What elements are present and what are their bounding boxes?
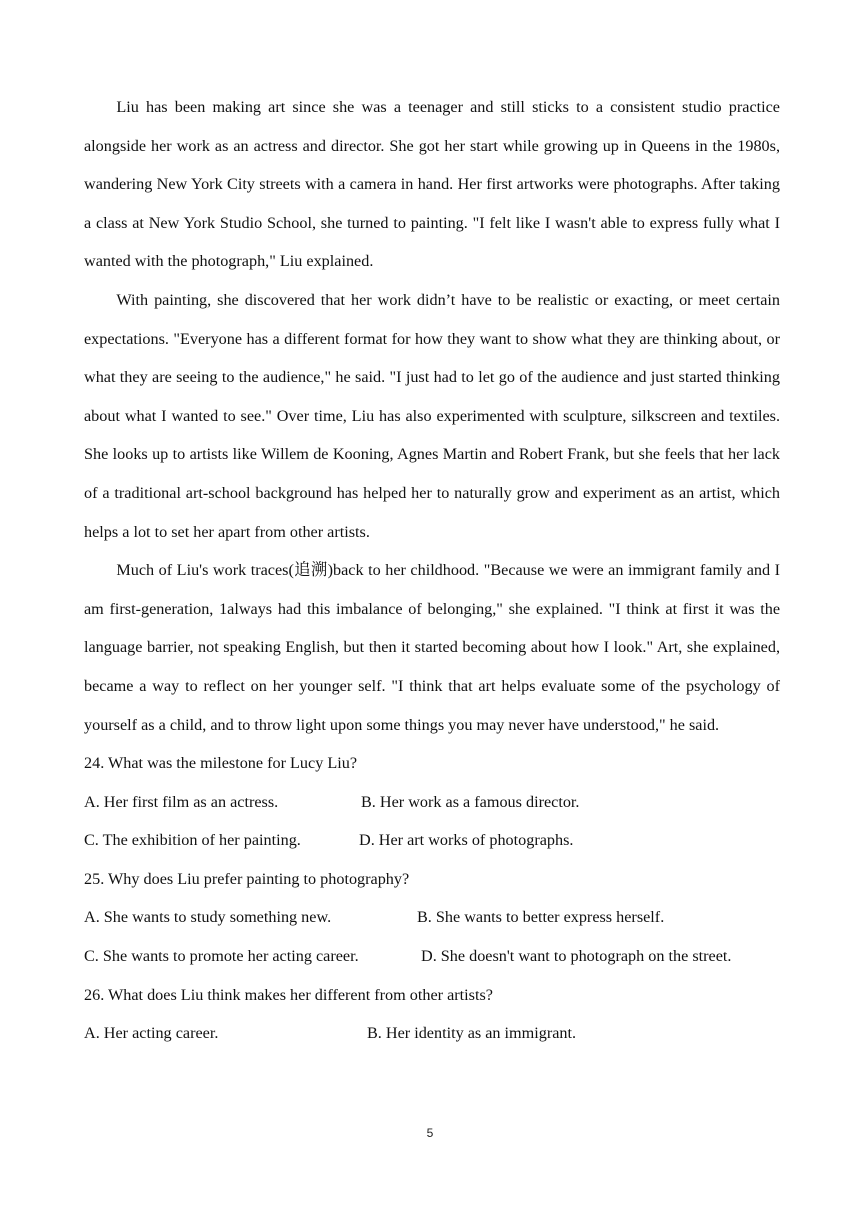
- passage-paragraph-3: Much of Liu's work traces(追溯)back to her childhood. "Because we were an immigrant family and I am first-generation, 1always had this imbalance of belonging," she explained. "I think at first it was the language barrier, not speaking English, but then it started becoming about how I look." Art, she explained, became a way to reflect on her younger self. "I think that art helps evaluate some of the psychology of yourself as a child, and to throw light upon some things you may never have understood," he said.: [84, 561, 780, 734]
- option-d: D. She doesn't want to photograph on the street.: [421, 947, 732, 966]
- question-26: [84, 976, 780, 1053]
- option-a: A. Her acting career.: [84, 1024, 219, 1043]
- passage-paragraph-2: With painting, she discovered that her work didn’t have to be realistic or exacting, or meet certain expectations. "Everyone has a different format for how they want to show what they are thinking about, or what they are seeing to the audience," he said. "I just had to let go of the audience and just started thinking about what I wanted to see." Over time, Liu has also experimented with sculpture, silkscreen and textiles. She looks up to artists like Willem de Kooning, Agnes Martin and Robert Frank, but she feels that her lack of a traditional art-school background has helped her to naturally grow and experiment as an artist, which helps a lot to set her apart from other artists.: [84, 290, 780, 541]
- option-row: [84, 937, 780, 976]
- document-page: [84, 88, 780, 1053]
- option-c: C. The exhibition of her painting.: [84, 831, 301, 850]
- option-c: C. She wants to promote her acting career.: [84, 947, 359, 966]
- question-24: [84, 744, 780, 860]
- option-row: [84, 783, 780, 822]
- option-row: [84, 821, 780, 860]
- option-b: B. Her work as a famous director.: [361, 792, 580, 811]
- option-b: B. Her identity as an immigrant.: [367, 1024, 577, 1043]
- question-stem: 26. What does Liu think makes her different from other artists?: [84, 985, 493, 1004]
- option-b: B. She wants to better express herself.: [417, 908, 665, 927]
- option-row: [84, 898, 780, 937]
- question-stem: 24. What was the milestone for Lucy Liu?: [84, 754, 358, 773]
- option-d: D. Her art works of photographs.: [359, 831, 574, 850]
- option-a: A. She wants to study something new.: [84, 908, 332, 927]
- option-a: A. Her first film as an actress.: [84, 792, 279, 811]
- page-number: 5: [426, 1126, 434, 1140]
- passage-paragraph-1: Liu has been making art since she was a teenager and still sticks to a consistent studio practice alongside her work as an actress and director. She got her start while growing up in Queens in the 1980s, wandering New York City streets with a camera in hand. Her first artworks were photographs. After taking a class at New York Studio School, she turned to painting. "I felt like I wasn't able to express fully what I wanted with the photograph," Liu explained.: [84, 98, 780, 271]
- option-row: [84, 1014, 780, 1053]
- question-stem: 25. Why does Liu prefer painting to photography?: [84, 869, 410, 888]
- question-25: [84, 860, 780, 976]
